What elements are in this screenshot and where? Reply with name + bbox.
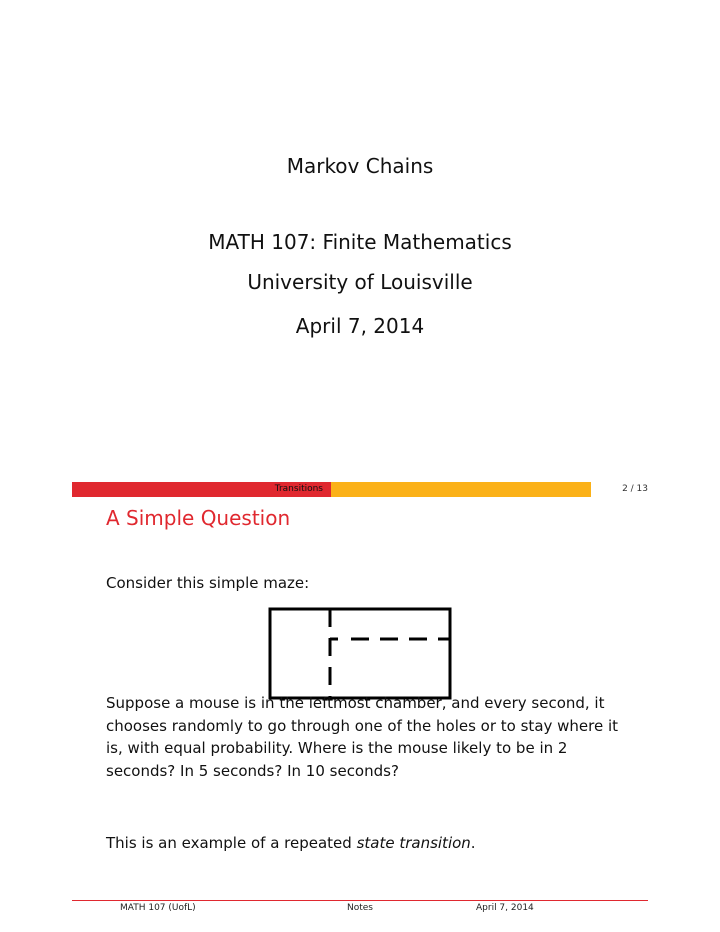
intro-text: Consider this simple maze: — [106, 574, 310, 592]
closing-prefix: This is an example of a repeated — [106, 834, 357, 852]
course-name: MATH 107: Finite Mathematics — [208, 230, 512, 254]
section-label[interactable]: Transitions — [274, 484, 323, 494]
closing-suffix: . — [470, 834, 476, 852]
slide-date: April 7, 2014 — [295, 314, 425, 338]
page-number: 2 / 13 — [622, 484, 648, 494]
slide-title: Markov Chains — [286, 154, 434, 178]
body-paragraph: Suppose a mouse is in the leftmost chamber, and every second, it chooses randomly to go through one of the holes or to stay where it is, with equal probability. Where is the mouse likely to be in 2 seconds? In 5 seconds? In 10 seconds? — [106, 694, 619, 780]
closing-emphasis: state transition — [356, 834, 471, 852]
footer-rule — [72, 900, 648, 901]
footer-course: MATH 107 (UofL) — [120, 903, 196, 913]
institution: University of Louisville — [247, 270, 473, 294]
footer-title: Notes — [347, 903, 373, 913]
closing-sentence — [106, 834, 476, 852]
maze-outer-wall — [270, 609, 450, 698]
header-bar-yellow — [331, 482, 591, 497]
footer-date: April 7, 2014 — [476, 903, 534, 913]
maze-diagram — [268, 606, 453, 701]
frame-title: A Simple Question — [106, 506, 291, 530]
